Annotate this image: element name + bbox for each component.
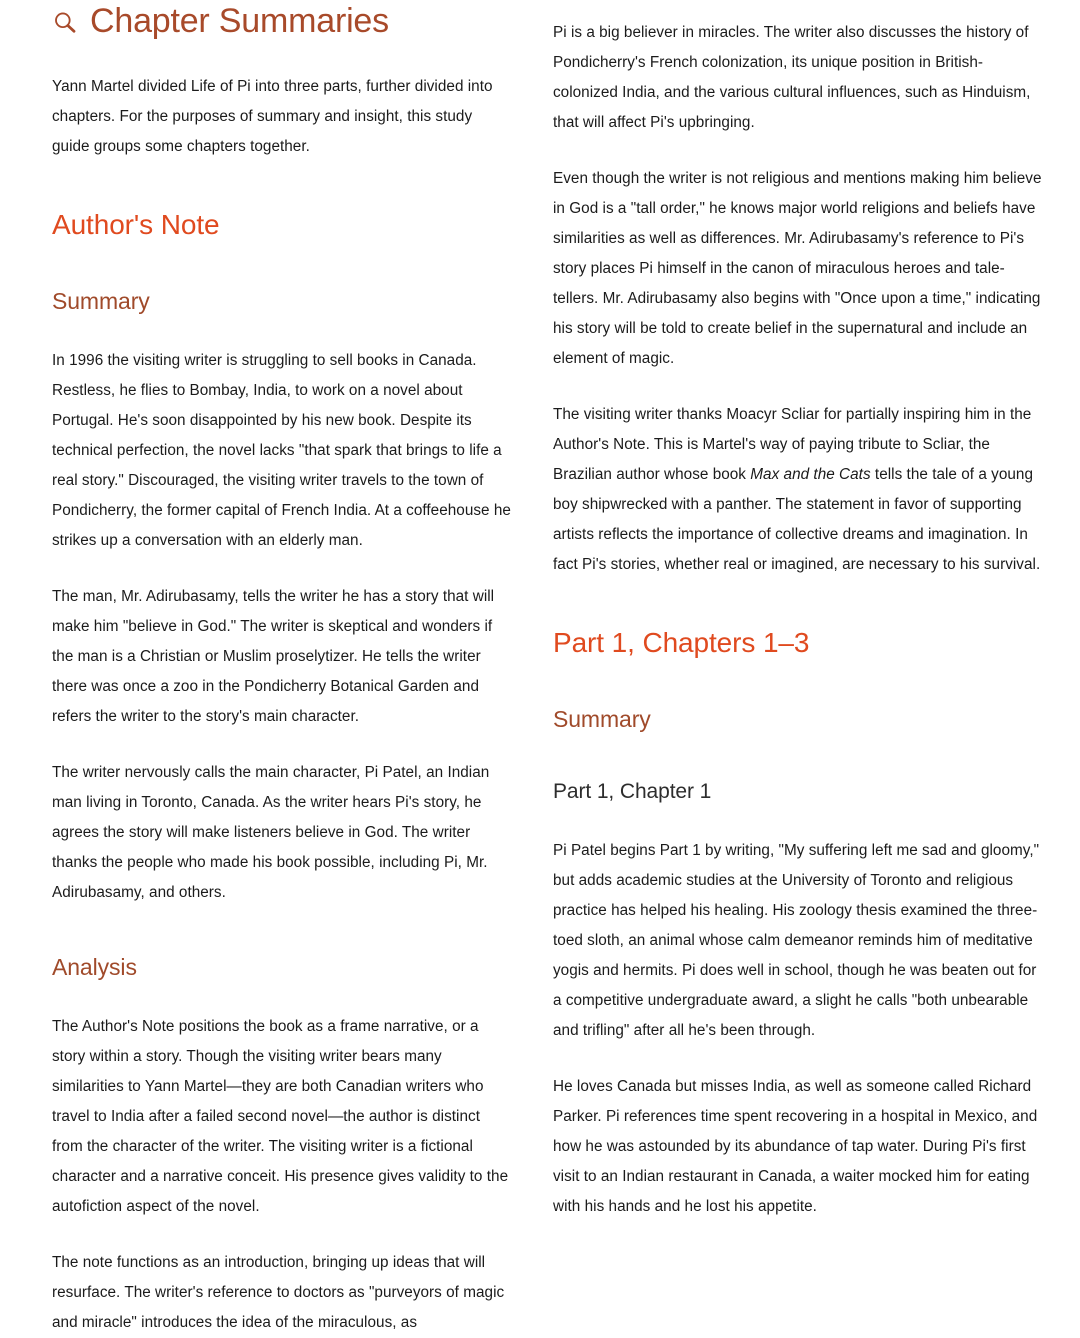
paragraph-truncated: The note functions as an introduction, bringing up ideas that will resurface. The writer's reference to doctors as "purveyors of magic and miracle" introduces the idea of the miraculous, as (52, 1254, 505, 1331)
search-icon (52, 10, 78, 36)
paragraph: Even though the writer is not religious and mentions making him believe in God is a "tall order," he knows major world religions and beliefs have similarities as well as differences. Mr. Adirubasamy's reference to Pi's story places Pi himself in the canon of miraculous heroes and tale-tellers. Mr. Adirubasamy also begins with "Once upon a time," indicating his story will be told to create belief in the supernatural and include an element of magic. (553, 170, 1042, 367)
page-title: Chapter Summaries (90, 2, 389, 40)
subheading-analysis: Analysis (52, 954, 137, 980)
section-heading-authors-note: Author's Note (52, 209, 220, 240)
paragraph: The Author's Note positions the book as a frame narrative, or a story within a story. Though the visiting writer bears many similarities to Yann Martel—they are both Canadian writers who travel to India after a failed second novel—the author is distinct from the character of the writer. The visiting writer is a fictional character and a narrative conceit. His presence gives validity to the autofiction aspect of the novel. (52, 1018, 509, 1215)
page-title-row (52, 0, 512, 42)
book-title-italic: Max and the Cats (750, 466, 871, 483)
subheading-summary: Summary (52, 288, 150, 314)
chapter-heading: Part 1, Chapter 1 (553, 780, 712, 803)
section-heading-part1-chapters: Part 1, Chapters 1–3 (553, 627, 810, 658)
subheading-summary: Summary (553, 706, 651, 732)
paragraph: In 1996 the visiting writer is struggling to sell books in Canada. Restless, he flies to Bombay, India, to work on a novel about Portugal. He's soon disappointed by his new book. Despite its technical perfection, the novel lacks "that spark that brings to life a real story." Discouraged, the visiting writer travels to the town of Pondicherry, the former capital of French India. At a coffeehouse he strikes up a conversation with an elderly man. (52, 352, 511, 549)
right-column (540, 0, 1080, 1224)
left-column (0, 0, 540, 1331)
paragraph: The writer nervously calls the main character, Pi Patel, an Indian man living in Toronto, Canada. As the writer hears Pi's story, he agrees the story will make listeners believe in God. The writer thanks the people who made his book possible, including Pi, Mr. Adirubasamy, and others. (52, 764, 490, 901)
intro-paragraph: Yann Martel divided Life of Pi into three parts, further divided into chapters. For the purposes of summary and insight, this study guide groups some chapters together. (52, 78, 493, 155)
paragraph: He loves Canada but misses India, as well as someone called Richard Parker. Pi references time spent recovering in a hospital in Mexico, and how he was astounded by its abundance of tap water. During Pi's first visit to an Indian restaurant in Canada, a waiter mocked him for eating with his hands and he lost his appetite. (553, 1078, 1038, 1215)
paragraph: The man, Mr. Adirubasamy, tells the writer he has a story that will make him "believe in God." The writer is skeptical and wonders if the man is a Christian or Muslim proselytizer. He tells the writer there was once a zoo in the Pondicherry Botanical Garden and refers the writer to the story's main character. (52, 588, 495, 725)
paragraph: Pi is a big believer in miracles. The writer also discusses the history of Pondicherry's French colonization, its unique position in British-colonized India, and the various cultural influences, such as Hinduism, that will affect Pi's upbringing. (553, 24, 1031, 131)
paragraph: Pi Patel begins Part 1 by writing, "My suffering left me sad and gloomy," but adds academic studies at the University of Toronto and religious practice has helped his healing. His zoology thesis examined the three-toed sloth, an animal whose calm demeanor reminds him of meditative yogis and hermits. Pi does well in school, though he was beaten out for a competitive undergraduate award, a slight he calls "both unbearable and trifling" after all he's been through. (553, 842, 1040, 1039)
paragraph-text-after-title: tells the tale of a young boy shipwrecked with a panther. The statement in favor of supporting artists reflects the importance of collective dreams and imagination. In fact Pi's stories, whether real or imagined, are necessary to his survival. (553, 466, 1041, 573)
paragraph-with-book-title (553, 400, 1044, 580)
paragraph-text-before-title: The visiting writer thanks Moacyr Scliar for partially inspiring him in the Author's Note. This is Martel's way of paying tribute to Scliar, the Brazilian author whose book (553, 406, 1032, 483)
